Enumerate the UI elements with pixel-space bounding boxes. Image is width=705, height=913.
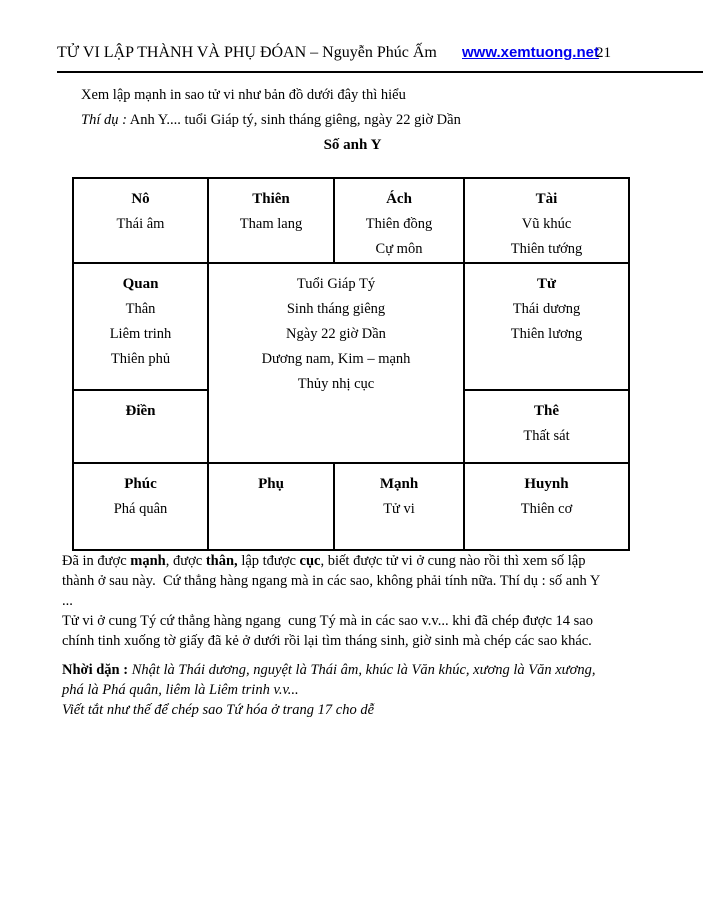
cell-no bbox=[73, 178, 208, 263]
example-text: Anh Y.... tuổi Giáp tý, sinh tháng giêng, ngày 22 giờ Dần bbox=[126, 112, 461, 128]
text-segment: Viết tắt như thế để chép sao Tứ hóa ở trang 17 cho dễ bbox=[62, 702, 375, 718]
example-label: Thí dụ : bbox=[81, 112, 127, 128]
cell-manh bbox=[334, 463, 464, 550]
star-line: Thiên tướng bbox=[510, 241, 583, 257]
star-line: Tử vi bbox=[383, 501, 415, 517]
palace-title: Thiên bbox=[252, 191, 290, 207]
example-line bbox=[81, 112, 461, 129]
star-line: Thiên đồng bbox=[365, 216, 433, 232]
chart-title: Số anh Y bbox=[323, 137, 382, 153]
intro-sentence: Xem lập mạnh in sao tử vi như bản đồ dưới đây thì hiểu bbox=[81, 87, 406, 103]
text-segment: thành ở sau này. Cứ thẳng hàng ngang mà in các sao, không phải tính nữa. Thí dụ : số anh Y bbox=[62, 573, 601, 589]
palace-title: Tử bbox=[536, 276, 556, 292]
star-line: Cự môn bbox=[375, 241, 423, 257]
cell-the bbox=[464, 390, 629, 463]
palace-title: Thê bbox=[533, 403, 559, 419]
palace-title: Nô bbox=[131, 191, 150, 207]
paragraph-1 bbox=[62, 551, 702, 611]
star-line: Liêm trinh bbox=[109, 326, 172, 342]
star-line: Tham lang bbox=[239, 216, 303, 232]
paragraph-3 bbox=[62, 660, 702, 700]
palace-title: Điền bbox=[125, 403, 156, 419]
page-number: 21 bbox=[595, 45, 611, 61]
body-paragraphs bbox=[62, 551, 702, 720]
paragraph-line bbox=[62, 571, 702, 591]
palace-title: Phụ bbox=[258, 476, 284, 492]
star-line: Vũ khúc bbox=[521, 216, 572, 232]
cell-thien bbox=[208, 178, 334, 263]
palace-title: Mạnh bbox=[379, 476, 419, 492]
text-segment: , biết được tử vi ở cung nào rồi thì xem số lập bbox=[320, 553, 586, 569]
palace-title: Ách bbox=[386, 191, 412, 207]
header-right bbox=[462, 44, 611, 62]
text-segment: chính tinh xuống tờ giấy đã kẻ ở dưới rồi lại tìm tháng sinh, giờ sinh mà chép các sao khác. bbox=[62, 633, 592, 649]
cell-tu bbox=[464, 263, 629, 390]
star-line: Thân bbox=[125, 301, 156, 317]
star-line: Ngày 22 giờ Dần bbox=[286, 326, 386, 342]
cell-tai bbox=[464, 178, 629, 263]
cell-phuc bbox=[73, 463, 208, 550]
paragraph-line bbox=[62, 680, 702, 700]
star-line: Thất sát bbox=[523, 428, 570, 444]
palace-title: Huynh bbox=[524, 476, 569, 492]
text-segment: lập tđược bbox=[237, 553, 300, 569]
text-segment: cục bbox=[299, 553, 321, 569]
paragraph-line bbox=[62, 700, 702, 720]
palace-title: Phúc bbox=[124, 476, 157, 492]
text-segment: Tử vi ở cung Tý cứ thẳng hàng ngang cung Tý mà in các sao v.v... khi đã chép được 14 sao bbox=[62, 613, 593, 629]
text-segment: Nhời dặn : bbox=[62, 662, 132, 678]
paragraph-line bbox=[62, 551, 702, 571]
header-divider bbox=[57, 71, 703, 73]
text-segment: , được bbox=[165, 553, 206, 569]
text-segment: phá là Phá quân, liêm là Liêm trinh v.v... bbox=[62, 682, 299, 698]
text-segment: Đã in được bbox=[62, 553, 131, 569]
cell-phu bbox=[208, 463, 334, 550]
text-segment: thân, bbox=[205, 553, 238, 569]
star-line: Thủy nhị cục bbox=[297, 376, 375, 392]
star-line: Sinh tháng giêng bbox=[286, 301, 386, 317]
star-line: Dương nam, Kim – mạnh bbox=[261, 351, 411, 367]
text-segment: ... bbox=[62, 593, 73, 609]
cell-ach bbox=[334, 178, 464, 263]
document-title: TỬ VI LẬP THÀNH VÀ PHỤ ĐÓAN – Nguyễn Phúc Ấm bbox=[57, 44, 437, 61]
text-segment: Nhật là Thái dương, nguyệt là Thái âm, khúc là Văn khúc, xương là Văn xương, bbox=[131, 662, 596, 678]
paragraph-2 bbox=[62, 611, 702, 651]
cell-quan bbox=[73, 263, 208, 390]
star-line: Thiên cơ bbox=[520, 501, 573, 517]
paragraph-line bbox=[62, 631, 702, 651]
cell-huynh bbox=[464, 463, 629, 550]
paragraph-line bbox=[62, 611, 702, 631]
cell-dien bbox=[73, 390, 208, 463]
website-link[interactable]: www.xemtuong.net bbox=[462, 44, 599, 61]
palace-title: Tài bbox=[535, 191, 558, 207]
paragraph-line bbox=[62, 660, 702, 680]
cell-center-birth-info bbox=[208, 263, 464, 463]
text-segment: mạnh bbox=[130, 553, 166, 569]
tuvi-chart-table bbox=[72, 177, 630, 551]
star-line: Thiên phủ bbox=[110, 351, 171, 367]
star-line: Tuổi Giáp Tý bbox=[296, 276, 376, 292]
star-line: Thiên lương bbox=[510, 326, 583, 342]
paragraph-line bbox=[62, 591, 702, 611]
paragraph-4 bbox=[62, 700, 702, 720]
star-line: Phá quân bbox=[113, 501, 168, 517]
star-line: Thái âm bbox=[116, 216, 165, 232]
star-line: Thái dương bbox=[512, 301, 581, 317]
palace-title: Quan bbox=[122, 276, 159, 292]
